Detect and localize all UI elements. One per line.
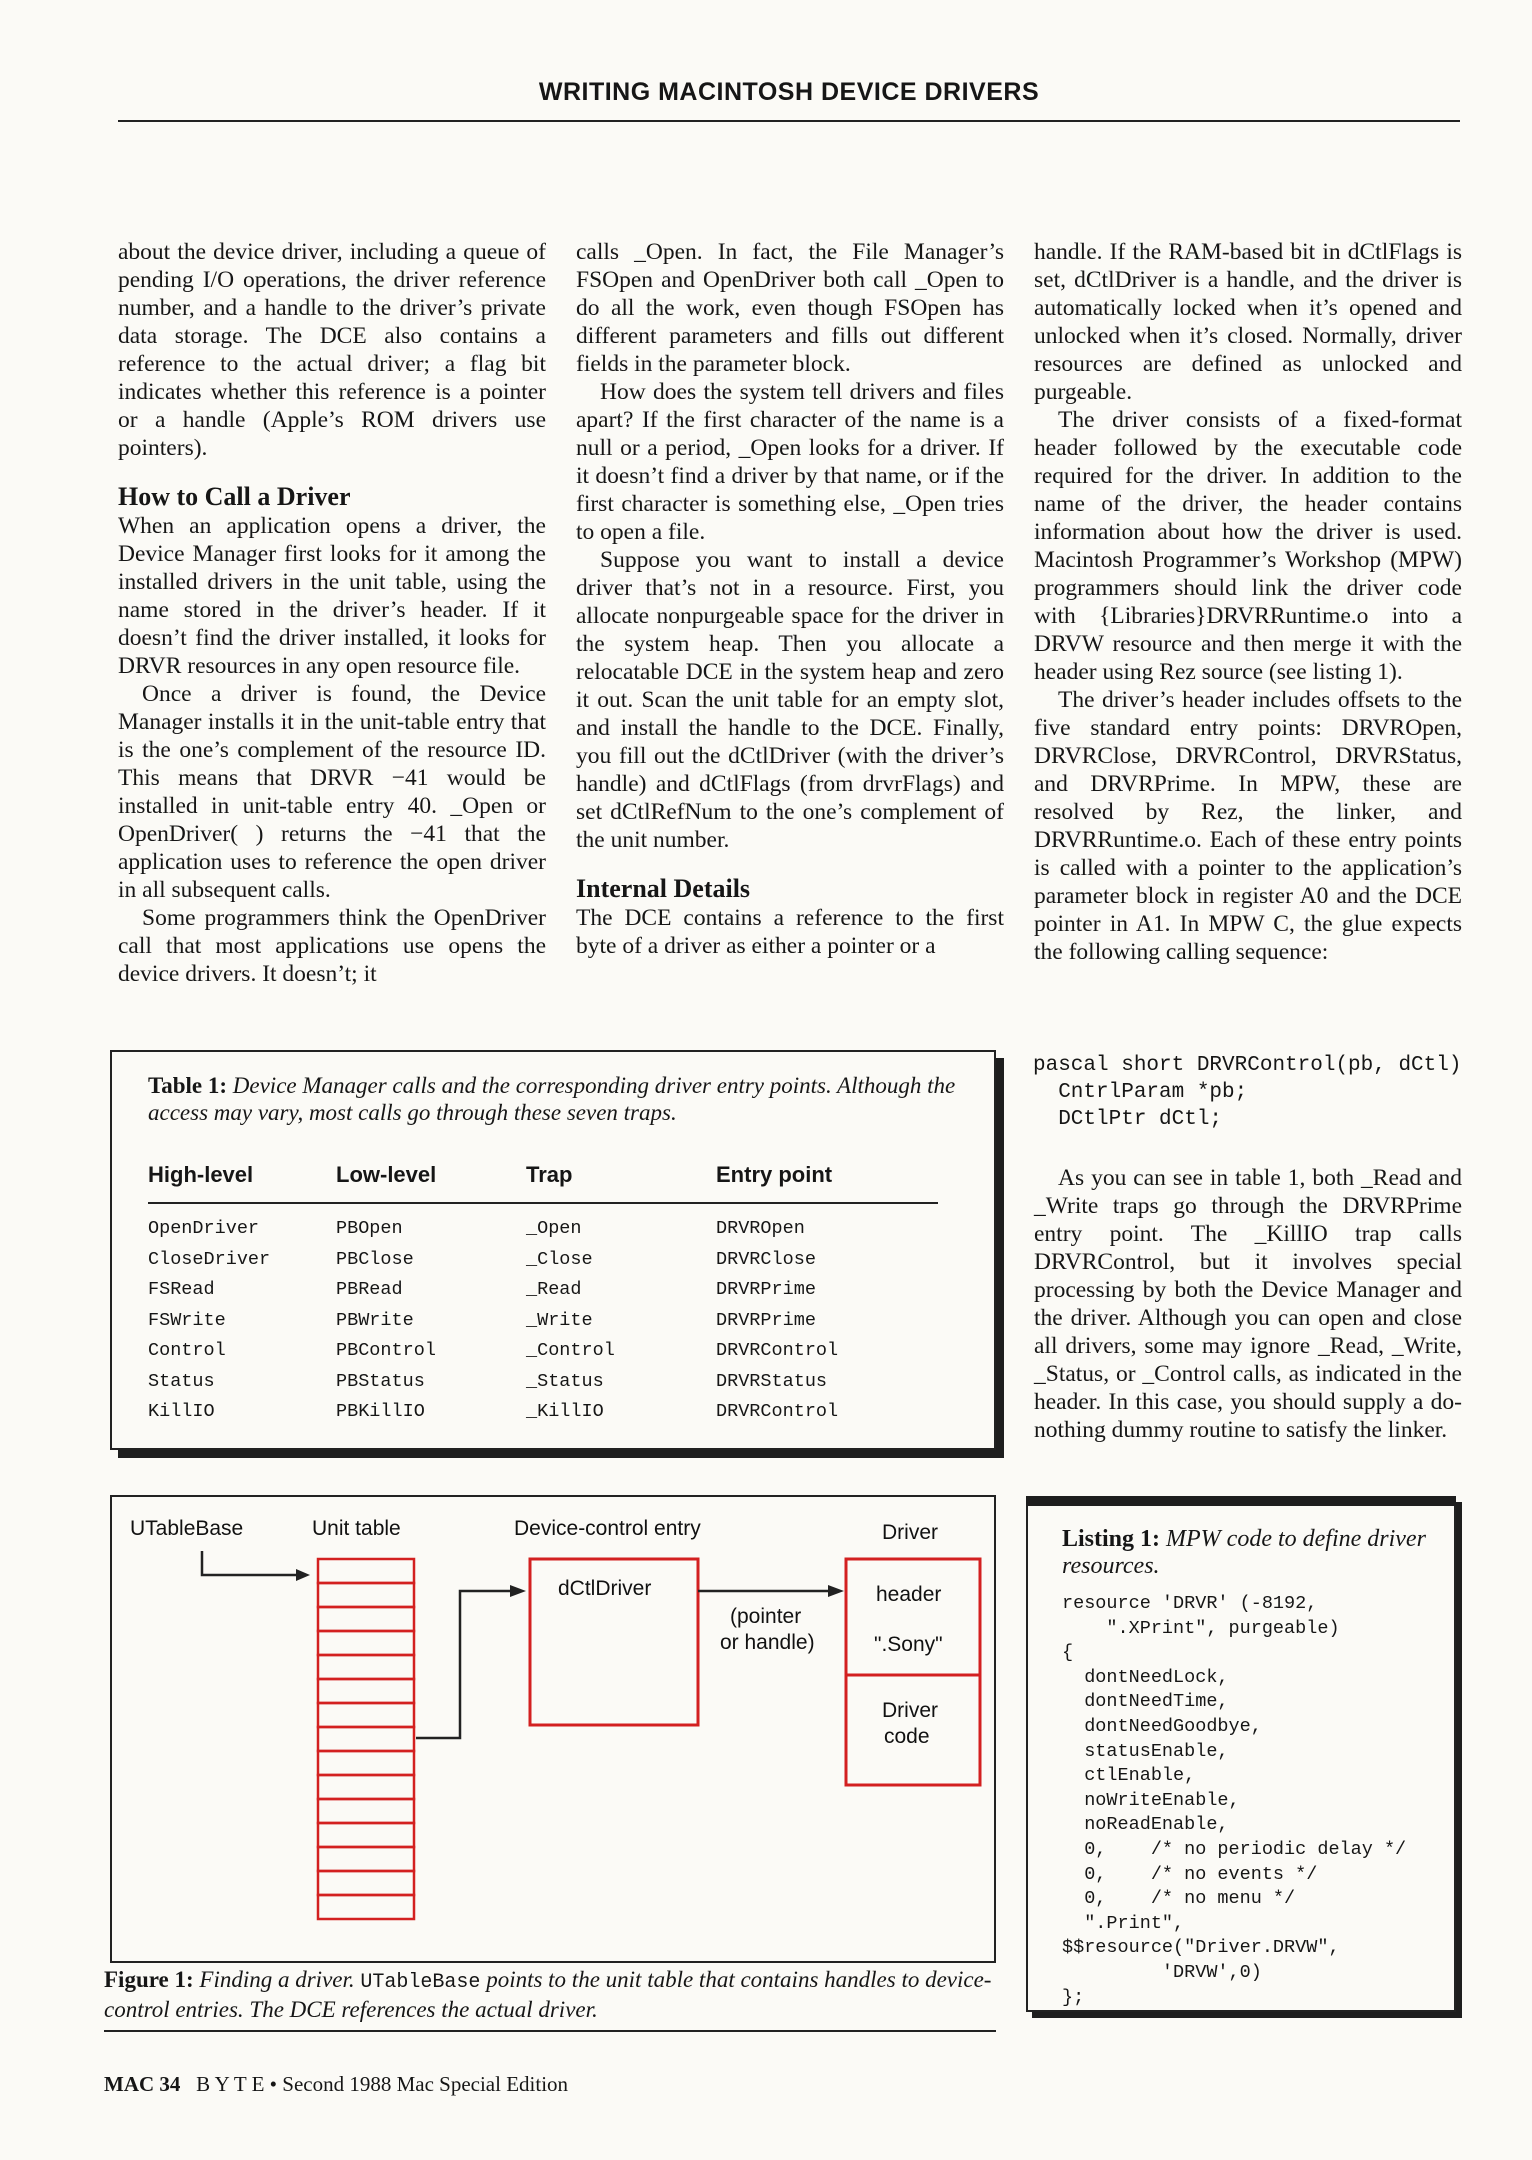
table-cell-high-level: Control [148, 1340, 226, 1361]
table-cell-entry-point: DRVRClose [716, 1248, 816, 1270]
driver-label: Driver [882, 1521, 938, 1544]
table-cell-high-level: KillIO [148, 1401, 215, 1422]
dce-arrowhead [510, 1585, 526, 1597]
listing-caption [1062, 1526, 1442, 1580]
calling-sequence-code: pascal short DRVRControl(pb, dCtl) CntrlParam *pb; DCtlPtr dCtl; [1033, 1054, 1462, 1131]
unit-table-slot [318, 1895, 414, 1919]
unit-table-to-dce-arrow [416, 1591, 512, 1738]
table-cell-entry-point: DRVRPrime [716, 1279, 816, 1300]
utablebase-arrow [202, 1551, 300, 1575]
unit-table-slot [318, 1871, 414, 1895]
table-cell-entry-point: DRVRControl [716, 1340, 839, 1361]
unit-table-slot [318, 1607, 414, 1631]
figure-caption-rule [104, 2030, 996, 2032]
unit-table-slot [318, 1727, 414, 1751]
table-cell-trap: _Status [526, 1370, 604, 1392]
pointer-label-line2: or handle) [720, 1631, 815, 1654]
col3-paragraph-1: handle. If the RAM-based bit in dCtlFlags is set, dCtlDriver is a handle, and the driver is automatically locked when it’s opened and unlocked when it’s closed. Normally, driver resources are defined as unlocked and purgeable. [1034, 239, 1462, 405]
driver-header-label: header [876, 1583, 942, 1606]
figure-caption-b: points to the unit table that contains handles to device-control entries. The DCE references the actual driver. [104, 1967, 992, 2022]
table-cell-high-level: CloseDriver [148, 1248, 271, 1270]
unit-table-slot [318, 1823, 414, 1847]
unit-table-slot [318, 1799, 414, 1823]
page-header-title: WRITING MACINTOSH DEVICE DRIVERS [538, 78, 1040, 106]
table-1 [110, 1050, 996, 1450]
driver-arrowhead [828, 1585, 844, 1597]
pointer-label-line1: (pointer [730, 1605, 802, 1628]
table-cell-trap: _Close [526, 1248, 593, 1270]
unit-table-slot [318, 1631, 414, 1655]
col1-heading: How to Call a Driver [118, 482, 351, 511]
table-cell-trap: _Control [526, 1340, 615, 1361]
header-rule [118, 120, 1460, 122]
figure-caption-code: UTableBase [360, 1971, 481, 1994]
table-cell-trap: _Open [526, 1218, 582, 1239]
utablebase-label: UTableBase [130, 1517, 244, 1540]
col3-paragraph-3: The driver’s header includes offsets to the five standard entry points: DRVROpen, DRVRClose, DRVRControl, DRVRStatus, and DRVRPrime. In MPW, these are resolved by Rez, the linker, and DRVRRuntime.o. Each of these entry points is called with a pointer to the application’s parameter block in register A0 and the DCE pointer in A1. In MPW C, the glue expects the following calling sequence: [1034, 687, 1462, 965]
figure-1 [110, 1495, 996, 1963]
table-header-high-level: High-level [148, 1162, 254, 1187]
table-cell-high-level: FSRead [148, 1279, 215, 1300]
listing-caption-text: MPW code to define driver resources. [1062, 1526, 1426, 1579]
listing-top-bar [1026, 1496, 1456, 1506]
table-header-trap: Trap [526, 1162, 573, 1187]
table-cell-low-level: PBKillIO [336, 1401, 425, 1422]
dce-label: Device-control entry [514, 1517, 701, 1540]
unit-table-slot [318, 1703, 414, 1727]
unit-table [318, 1559, 414, 1919]
col1-paragraph-1: about the device driver, including a queue of pending I/O operations, the driver reference number, and a handle to the driver’s private data storage. The DCE also contains a reference to the actual driver; a flag bit indicates whether this reference is a pointer or a handle (Apple’s ROM drivers use pointers). [118, 239, 546, 461]
col2-paragraph-1: calls _Open. In fact, the File Manager’s FSOpen and OpenDriver both call _Open to do all the work, even though FSOpen has different parameters and fills out different fields in the parameter block. [576, 239, 1004, 377]
figure-label: Figure 1: [104, 1967, 194, 1992]
footer-publication: B Y T E • Second 1988 Mac Special Edition [196, 2072, 569, 2096]
table-caption [148, 1072, 968, 1126]
column-2 [576, 238, 1004, 960]
listing-code: resource 'DRVR' (-8192, ".XPrint", purgeable) { dontNeedLock, dontNeedTime, dontNeedGoodbye, statusEnable, ctlEnable, noWriteEnable, noReadEnable, 0, /* no periodic delay */ 0, /* no events */ 0, /* no menu */ ".Print", $$resource("Driver.DRVW", 'DRVW',0) }; [1062, 1593, 1407, 2008]
col2-paragraph-3: Suppose you want to install a device driver that’s not in a resource. First, you allocate nonpurgeable space for the driver in the system heap. Then you allocate a relocatable DCE in the system heap and zero it out. Scan the unit table for an empty slot, and install the handle to the DCE. Finally, you fill out the dCtlDriver (with the driver’s handle) and dCtlFlags (from drvrFlags) and set dCtlRefNum to the one’s complement of the unit number. [576, 547, 1004, 853]
footer-page-number: MAC 34 [104, 2072, 181, 2096]
column-3 [1034, 238, 1462, 966]
unit-table-label: Unit table [312, 1517, 401, 1540]
unit-table-slot [318, 1655, 414, 1679]
table-cell-low-level: PBClose [336, 1248, 414, 1270]
col3-paragraph-4: As you can see in table 1, both _Read and _Write traps go through the DRVRPrime entry point. The _KillIO trap calls DRVRControl, but it involves special processing by both the Device Manager and the driver. Although you can open and close all drivers, some may ignore _Read, _Write, _Status, or _Control calls, as indicated in the header. In this case, you should supply a do-nothing dummy routine to satisfy the linker. [1034, 1165, 1462, 1443]
figure-caption-a: Finding a driver. [199, 1967, 355, 1992]
unit-table-slot [318, 1775, 414, 1799]
table-cell-high-level: FSWrite [148, 1309, 226, 1331]
table-cell-low-level: PBStatus [336, 1370, 425, 1392]
table-cell-high-level: OpenDriver [148, 1218, 260, 1239]
col2-paragraph-4: The DCE contains a reference to the first byte of a driver as either a pointer or a [576, 905, 1004, 959]
table-cell-high-level: Status [148, 1370, 215, 1392]
figure-diagram [112, 1497, 994, 1961]
utablebase-arrowhead [296, 1569, 310, 1581]
table-cell-entry-point: DRVRPrime [716, 1309, 816, 1331]
unit-table-slot [318, 1847, 414, 1871]
col1-paragraph-3: Once a driver is found, the Device Manager installs it in the unit-table entry that is the one’s complement of the resource ID. This means that DRVR −41 would be installed in unit-table entry 40. _Open or OpenDriver( ) returns the −41 that the application uses to reference the open driver in all subsequent calls. [118, 681, 546, 903]
figure-caption [104, 1966, 1004, 2023]
table-cell-trap: _Read [526, 1279, 582, 1300]
unit-table-slot [318, 1751, 414, 1775]
table-label: Table 1: [148, 1073, 228, 1098]
table-header-rule [148, 1202, 938, 1204]
driver-code-label-line1: Driver [882, 1699, 938, 1722]
column-1 [118, 238, 546, 988]
table-cell-entry-point: DRVROpen [716, 1218, 805, 1239]
dctldriver-label: dCtlDriver [558, 1577, 652, 1600]
table-cell-trap: _KillIO [526, 1401, 604, 1422]
driver-header-box [846, 1559, 980, 1675]
table-cell-trap: _Write [526, 1309, 593, 1331]
table-cell-low-level: PBOpen [336, 1218, 403, 1239]
unit-table-slot [318, 1679, 414, 1703]
table-header-low-level: Low-level [336, 1162, 437, 1187]
listing-1 [1026, 1496, 1456, 2012]
col1-paragraph-2: When an application opens a driver, the Device Manager first looks for it among the installed drivers in the unit table, using the name stored in the driver’s header. If it doesn’t find the driver installed, it looks for DRVR resources in any open resource file. [118, 513, 546, 679]
table-caption-text: Device Manager calls and the corresponding driver entry points. Although the access may vary, most calls go through these seven traps. [148, 1073, 956, 1125]
page-footer [104, 2072, 568, 2097]
listing-label: Listing 1: [1062, 1526, 1161, 1552]
col1-paragraph-4: Some programmers think the OpenDriver call that most applications use opens the device drivers. It doesn’t; it [118, 905, 546, 987]
driver-code-label-line2: code [884, 1725, 930, 1748]
table-cell-entry-point: DRVRControl [716, 1401, 839, 1422]
table-cell-low-level: PBControl [336, 1340, 436, 1361]
column-3-lower [1034, 1164, 1462, 1444]
col3-paragraph-2: The driver consists of a fixed-format header followed by the executable code required for the driver. In addition to the name of the driver, the header contains information about how the driver is used. Macintosh Programmer’s Workshop (MPW) programmers should link the driver code with {Libraries}DRVRRuntime.o into a DRVW resource and then merge it with the header using Rez source (see listing 1). [1034, 407, 1462, 685]
unit-table-slot [318, 1559, 414, 1583]
driver-name-label: ".Sony" [874, 1633, 943, 1656]
unit-table-slot [318, 1583, 414, 1607]
col2-paragraph-2: How does the system tell drivers and files apart? If the first character of the name is a null or a period, _Open looks for a driver. If it doesn’t find a driver by that name, or if the first character is something else, _Open tries to open a file. [576, 379, 1004, 545]
table-cell-low-level: PBRead [336, 1279, 403, 1300]
table-header-entry-point: Entry point [716, 1162, 833, 1187]
col2-heading: Internal Details [576, 874, 751, 903]
table-cell-entry-point: DRVRStatus [716, 1370, 828, 1392]
table-cell-low-level: PBWrite [336, 1309, 414, 1331]
